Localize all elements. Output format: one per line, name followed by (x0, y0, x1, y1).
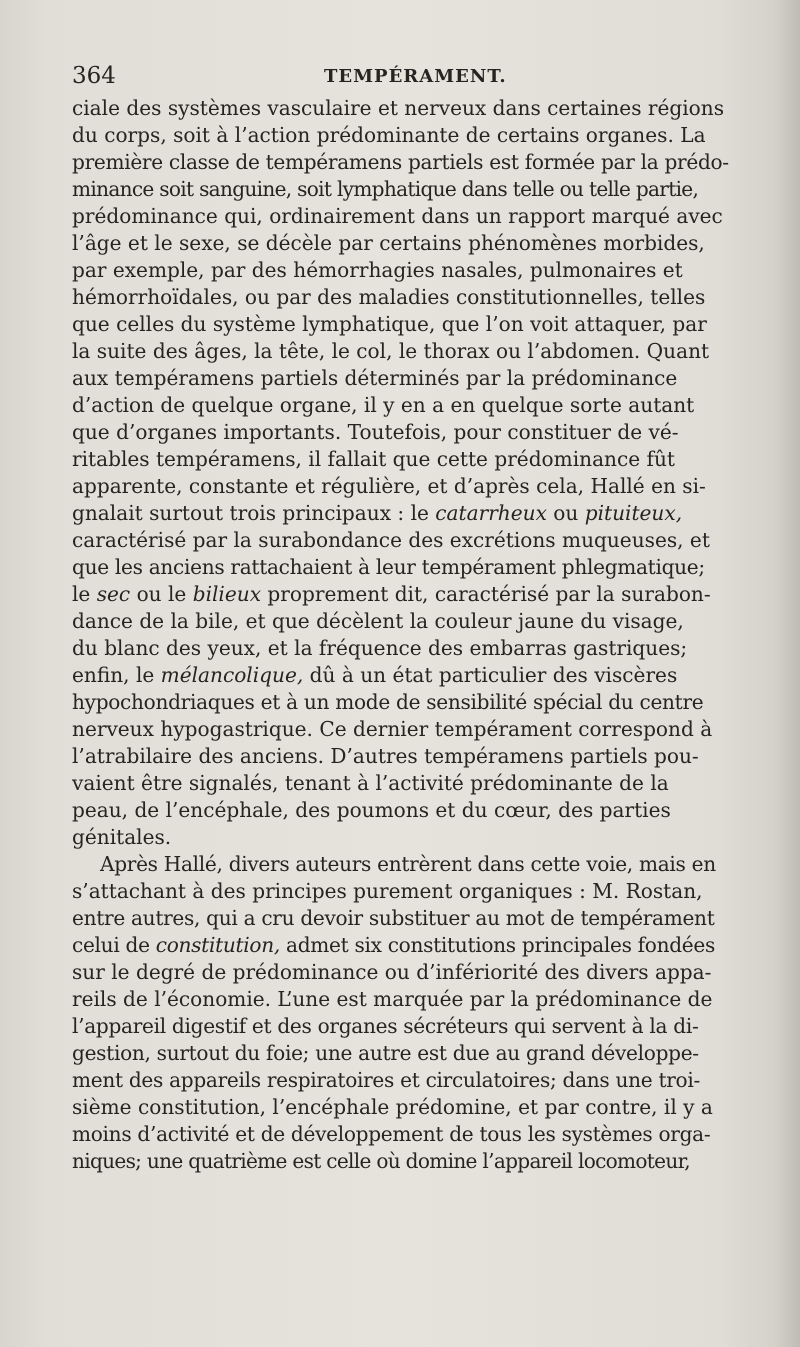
text-line: par exemple, par des hémorrhagies nasales, pulmonaires et (72, 258, 683, 282)
italic-term: pituiteux, (584, 501, 683, 525)
italic-term: bilieux (192, 582, 262, 606)
text-line (72, 581, 761, 608)
text-line: l’atrabilaire des anciens. D’autres tempéramens partiels pou- (72, 744, 699, 768)
text-segment: celui de (72, 933, 156, 957)
text-line: reils de l’économie. L’une est marquée par la prédominance de (72, 987, 713, 1011)
text-segment: proprement dit, caractérisé par la surabon- (261, 582, 711, 606)
text-segment: gnalait surtout trois principaux : le (72, 501, 436, 525)
text-segment: admet six constitutions principales fondées (279, 933, 716, 957)
text-line: hypochondriaques et à un mode de sensibilité spécial du centre (72, 690, 704, 714)
text-line: que les anciens rattachaient à leur tempérament phlegmatique; (72, 555, 705, 579)
text-line: aux tempéramens partiels déterminés par la prédominance (72, 366, 678, 390)
text-line: la suite des âges, la tête, le col, le thorax ou l’abdomen. Quant (72, 339, 710, 363)
page-number: 364 (72, 63, 116, 89)
text-line: Après Hallé, divers auteurs entrèrent dans cette voie, mais en (100, 852, 716, 876)
text-line (72, 662, 761, 689)
text-line: niques; une quatrième est celle où domine l’appareil locomoteur, (72, 1149, 690, 1173)
italic-term: catarrheux (435, 501, 547, 525)
text-line (72, 932, 761, 959)
text-line: sième constitution, l’encéphale prédomine, et par contre, il y a (72, 1095, 713, 1119)
italic-term: sec (96, 582, 131, 606)
text-line: gestion, surtout du foie; une autre est due au grand développe- (72, 1041, 699, 1065)
running-title: TEMPÉRAMENT. (324, 66, 507, 87)
text-line: du corps, soit à l’action prédominante de certains organes. La (72, 123, 706, 147)
text-segment: ou le (130, 582, 193, 606)
page-edge-shadow (774, 0, 800, 1347)
text-line: que d’organes importants. Toutefois, pour constituer de vé- (72, 420, 679, 444)
text-line: prédominance qui, ordinairement dans un rapport marqué avec (72, 204, 723, 228)
text-line: dance de la bile, et que décèlent la couleur jaune du visage, (72, 609, 684, 633)
text-segment: le (72, 582, 97, 606)
italic-term: constitution, (155, 933, 280, 957)
text-line: entre autres, qui a cru devoir substituer au mot de tempérament (72, 906, 715, 930)
text-line: peau, de l’encéphale, des poumons et du cœur, des parties (72, 798, 671, 822)
text-line: l’appareil digestif et des organes sécréteurs qui servent à la di- (72, 1014, 699, 1038)
text-line: que celles du système lymphatique, que l’on voit attaquer, par (72, 312, 707, 336)
text-line: sur le degré de prédominance ou d’infériorité des divers appa- (72, 960, 712, 984)
text-line: moins d’activité et de développement de tous les systèmes orga- (72, 1122, 711, 1146)
text-segment: enfin, le (72, 663, 161, 687)
text-segment: ou (546, 501, 585, 525)
text-line: minance soit sanguine, soit lymphatique dans telle ou telle partie, (72, 177, 699, 201)
text-line: nerveux hypogastrique. Ce dernier tempérament correspond à (72, 717, 713, 741)
text-line: vaient être signalés, tenant à l’activité prédominante de la (72, 771, 669, 795)
text-line: apparente, constante et régulière, et d’après cela, Hallé en si- (72, 474, 706, 498)
text-line: ciale des systèmes vasculaire et nerveux dans certaines régions (72, 96, 725, 120)
body-text (72, 95, 761, 1175)
text-line (72, 500, 761, 527)
text-line: ment des appareils respiratoires et circulatoires; dans une troi- (72, 1068, 700, 1092)
text-line: génitales. (72, 825, 172, 849)
text-line: d’action de quelque organe, il y en a en quelque sorte autant (72, 393, 695, 417)
text-line: l’âge et le sexe, se décèle par certains phénomènes morbides, (72, 231, 705, 255)
text-line: s’attachant à des principes purement organiques : M. Rostan, (72, 879, 703, 903)
text-line: hémorrhoïdales, ou par des maladies constitutionnelles, telles (72, 285, 706, 309)
italic-term: mélancolique, (160, 663, 304, 687)
text-line: du blanc des yeux, et la fréquence des embarras gastriques; (72, 636, 688, 660)
text-line: ritables tempéramens, il fallait que cette prédominance fût (72, 447, 675, 471)
text-line: caractérisé par la surabondance des excrétions muqueuses, et (72, 528, 710, 552)
running-head (72, 61, 762, 91)
text-segment: dû à un état particulier des viscères (303, 663, 678, 687)
text-line: première classe de tempéramens partiels est formée par la prédo- (72, 150, 729, 174)
